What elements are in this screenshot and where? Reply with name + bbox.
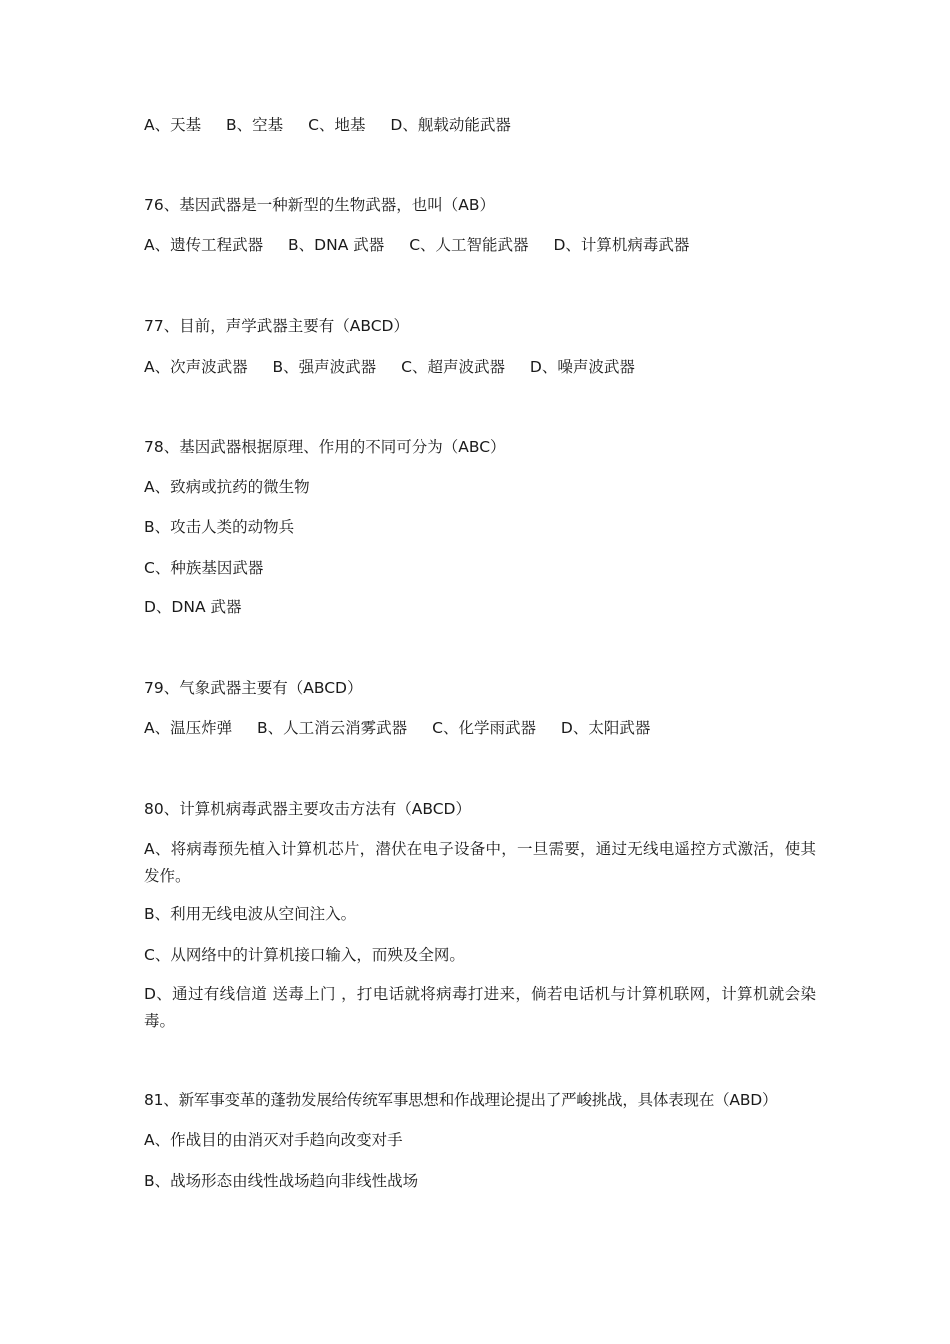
q75-option-c: C、地基	[308, 116, 366, 134]
q80-option-d: D、通过有线信道 送毒上门 ，打电话就将病毒打进来，倘若电话机与计算机联网，计算机就会染毒。	[144, 985, 816, 1030]
q80-option-c: C、从网络中的计算机接口输入，而殃及全网。	[144, 946, 465, 964]
q78-option-b: B、攻击人类的动物兵	[144, 518, 295, 536]
q79-option-d: D、太阳武器	[560, 719, 651, 737]
q79-question: 79、气象武器主要有（ABCD）	[144, 679, 363, 697]
q79-option-b: B、人工消云消雾武器	[257, 719, 408, 737]
q78-option-d: D、DNA 武器	[144, 598, 242, 616]
q80-question: 80、计算机病毒武器主要攻击方法有（ABCD）	[144, 800, 471, 818]
q79-option-c: C、化学雨武器	[432, 719, 536, 737]
q77-option-d: D、噪声波武器	[529, 358, 635, 376]
q76-option-b: B、DNA 武器	[288, 236, 385, 254]
q77-option-c: C、超声波武器	[401, 358, 505, 376]
q75-option-a: A、天基	[144, 116, 202, 134]
q79-option-a: A、温压炸弹	[144, 719, 233, 737]
q80-option-b: B、利用无线电波从空间注入。	[144, 905, 357, 923]
q76-option-c: C、人工智能武器	[409, 236, 529, 254]
q76-option-a: A、遗传工程武器	[144, 236, 264, 254]
q76-question: 76、基因武器是一种新型的生物武器，也叫（AB）	[144, 196, 495, 214]
q75-option-d: D、舰载动能武器	[390, 116, 511, 134]
q77-options	[144, 356, 816, 378]
q81-question: 81、新军事变革的蓬勃发展给传统军事思想和作战理论提出了严峻挑战，具体表现在（ABD）	[144, 1091, 778, 1109]
q77-option-a: A、次声波武器	[144, 358, 248, 376]
q78-option-c: C、种族基因武器	[144, 559, 264, 577]
q75-options	[144, 114, 816, 136]
q75-option-b: B、空基	[226, 116, 284, 134]
q80-option-a: A、将病毒预先植入计算机芯片，潜伏在电子设备中，一旦需要，通过无线电遥控方式激活，使其发作。	[144, 840, 816, 885]
q76-options	[144, 234, 816, 256]
q78-option-a: A、致病或抗药的微生物	[144, 478, 310, 496]
q79-options	[144, 717, 816, 739]
q76-option-d: D、计算机病毒武器	[553, 236, 690, 254]
q78-question: 78、基因武器根据原理、作用的不同可分为（ABC）	[144, 438, 506, 456]
q77-question: 77、目前，声学武器主要有（ABCD）	[144, 317, 409, 335]
q81-option-b: B、战场形态由线性战场趋向非线性战场	[144, 1172, 419, 1190]
q81-option-a: A、作战目的由消灭对手趋向改变对手	[144, 1131, 403, 1149]
q77-option-b: B、强声波武器	[272, 358, 377, 376]
